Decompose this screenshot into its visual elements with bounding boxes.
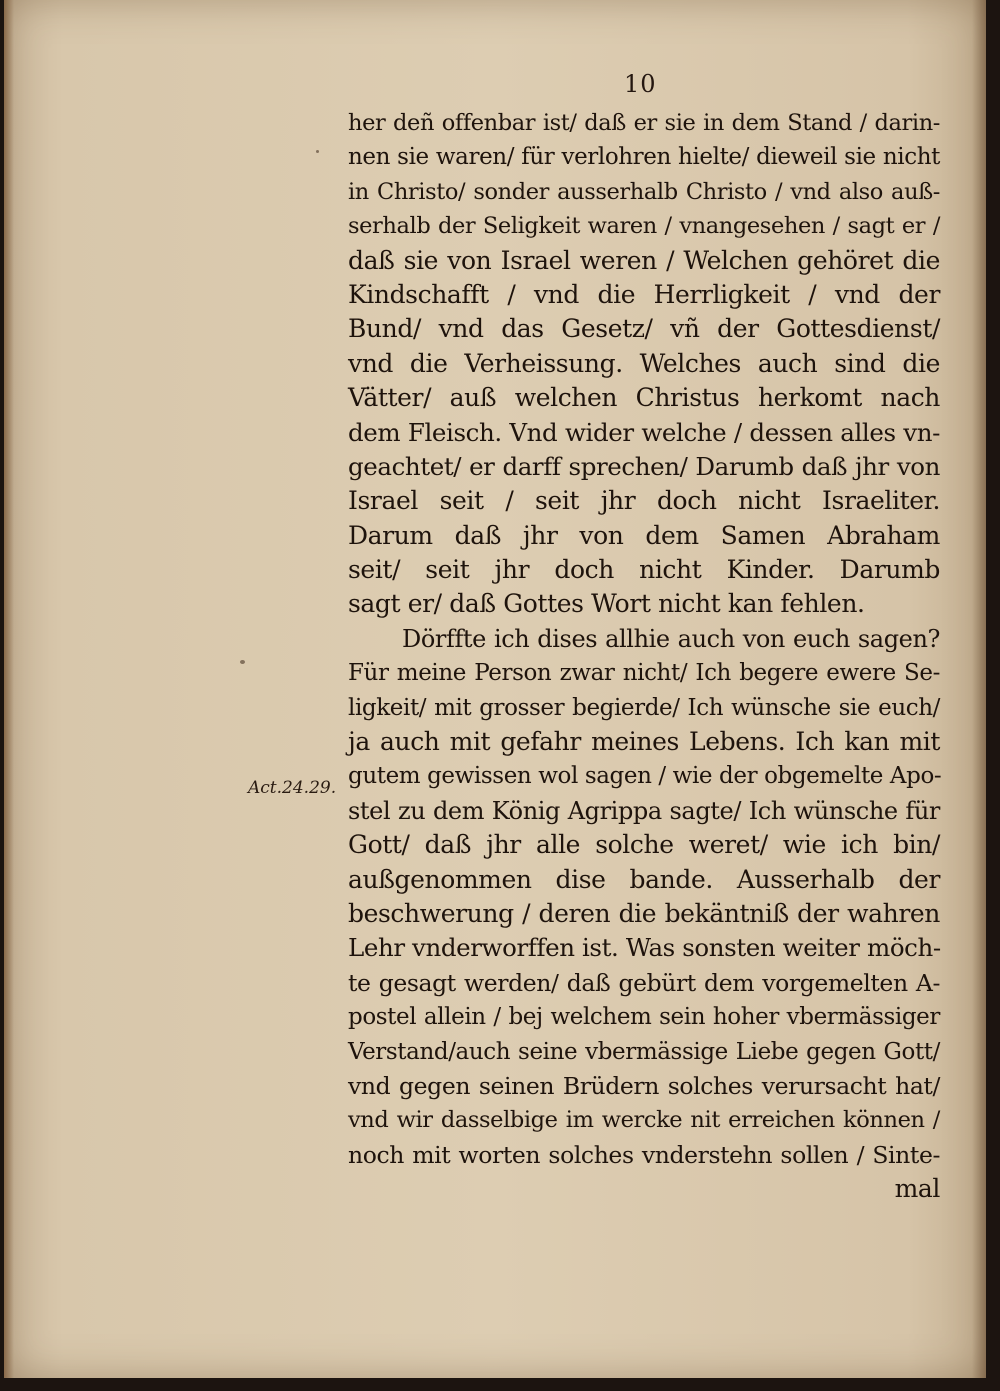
- text-line: seit/ seit jhr doch nicht Kinder. Darumb: [348, 555, 940, 585]
- text-line: geachtet/ er darff sprechen/ Darumb daß jhr von: [348, 451, 940, 481]
- ink-blot: [240, 660, 245, 664]
- text-line: nen sie waren/ für verlohren hielte/ dieweil sie nicht: [348, 144, 940, 171]
- text-line: serhalb der Seligkeit waren / vnangesehen / sagt er /: [348, 213, 940, 240]
- margin-reference: Act.24.29.: [248, 778, 337, 798]
- text-line: vnd wir dasselbige im wercke nit erreichen können /: [348, 1107, 940, 1134]
- text-line: beschwerung / deren die bekäntniß der wahren: [348, 898, 940, 928]
- text-line: stel zu dem König Agrippa sagte/ Ich wünsche für: [348, 796, 940, 825]
- text-line: noch mit worten solches vnderstehn sollen / Sinte-: [348, 1140, 940, 1169]
- text-line: ja auch mit gefahr meines Lebens. Ich kan mit: [348, 727, 940, 757]
- text-line: Kindschafft / vnd die Herrligkeit / vnd der: [348, 279, 940, 309]
- text-line: Dörffte ich dises allhie auch von euch sagen?: [402, 624, 940, 653]
- ink-blot: [316, 150, 319, 153]
- page-number: 10: [624, 70, 657, 98]
- text-line: postel allein / bej welchem sein hoher vbermässiger: [348, 1004, 940, 1031]
- page-spine-shadow: [4, 0, 14, 1378]
- text-line: sagt er/ daß Gottes Wort nicht kan fehlen.: [348, 589, 865, 619]
- text-line: in Christo/ sonder ausserhalb Christo / vnd also auß-: [348, 178, 940, 205]
- text-line: außgenommen dise bande. Ausserhalb der: [348, 864, 940, 894]
- text-line: Verstand/auch seine vbermässige Liebe gegen Gott/: [348, 1038, 940, 1065]
- text-line: vnd die Verheissung. Welches auch sind die: [348, 348, 940, 378]
- text-line: daß sie von Israel weren / Welchen gehöret die: [348, 245, 940, 275]
- text-line: Bund/ vnd das Gesetz/ vñ der Gottesdienst/: [348, 314, 940, 344]
- text-line: her deñ offenbar ist/ daß er sie in dem Stand / darin-: [348, 110, 940, 136]
- book-page: [4, 0, 986, 1378]
- text-line: Lehr vnderworffen ist. Was sonsten weiter möch-: [348, 933, 941, 963]
- text-line: Israel seit / seit jhr doch nicht Israeliter.: [348, 486, 940, 516]
- text-line: vnd gegen seinen Brüdern solches verursacht hat/: [348, 1071, 940, 1100]
- text-line: Darum daß jhr von dem Samen Abraham: [348, 520, 940, 550]
- text-line: dem Fleisch. Vnd wider welche / dessen alles vn-: [348, 417, 940, 447]
- text-line: te gesagt werden/ daß gebürt dem vorgemelten A-: [348, 968, 940, 997]
- text-line: Gott/ daß jhr alle solche weret/ wie ich bin/: [348, 830, 940, 860]
- body-text: [348, 106, 940, 1207]
- text-line: gutem gewissen wol sagen / wie der obgemelte Apo-: [348, 763, 942, 790]
- catchword: mal: [894, 1174, 940, 1204]
- page-edge-shadow: [972, 0, 986, 1378]
- text-line: ligkeit/ mit grosser begierde/ Ich wünsche sie euch/: [348, 694, 940, 721]
- text-line: Vätter/ auß welchen Christus herkomt nach: [348, 383, 940, 413]
- text-line: Für meine Person zwar nicht/ Ich begere ewere Se-: [348, 660, 940, 687]
